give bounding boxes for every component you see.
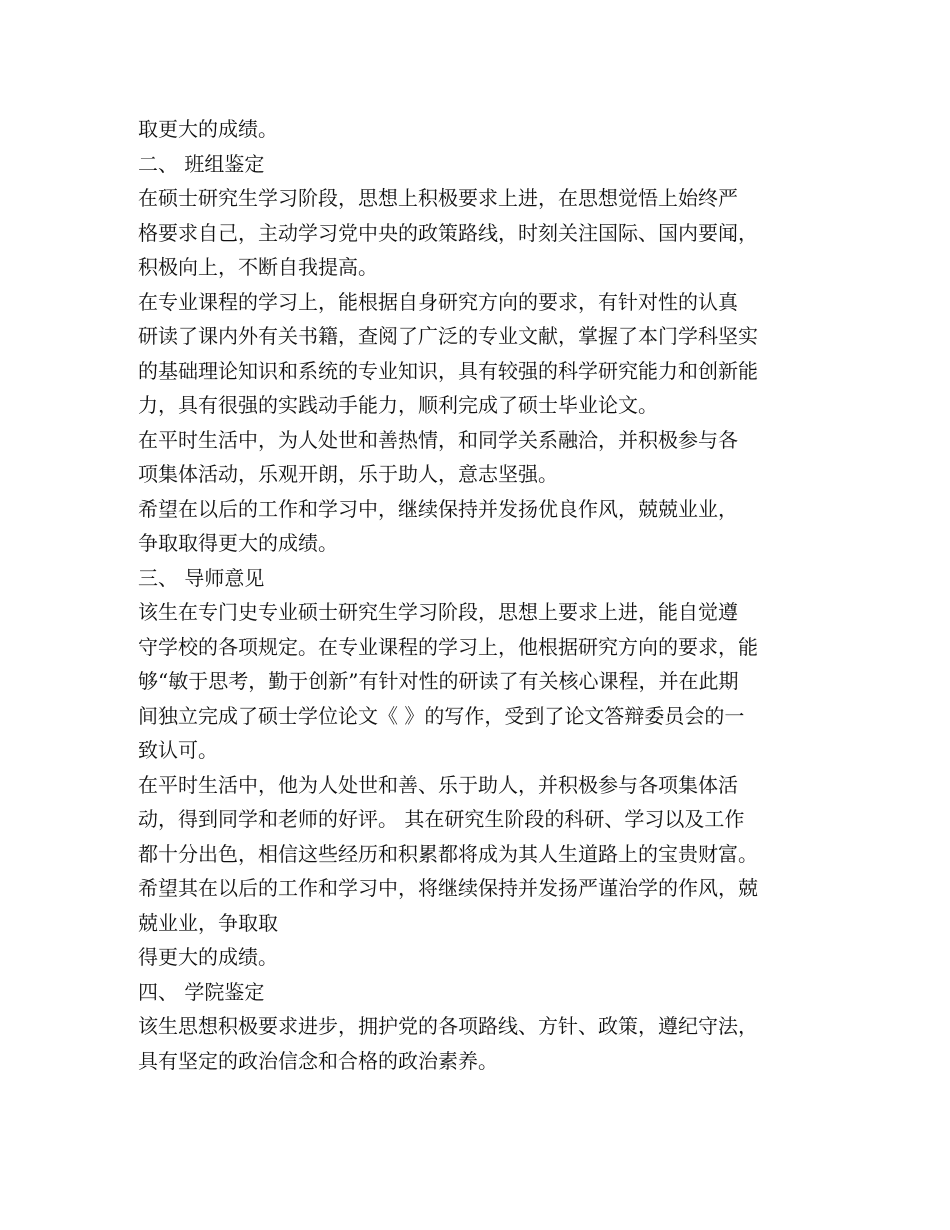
text-line: 守学校的各项规定。在专业课程的学习上，他根据研究方向的要求，能	[138, 634, 758, 659]
section-heading: 三、 导师意见	[138, 565, 265, 590]
text-line: 研读了课内外有关书籍，查阅了广泛的专业文献，掌握了本门学科坚实	[138, 324, 758, 348]
text-line: 希望其在以后的工作和学习中，将继续保持并发扬严谨治学的作风，兢	[138, 876, 758, 900]
text-line: 取更大的成绩。	[138, 117, 278, 141]
text-line: 兢业业，争取取	[138, 910, 278, 935]
section-heading: 二、 班组鉴定	[138, 151, 265, 176]
text-line: 在硕士研究生学习阶段，思想上积极要求上进，在思想觉悟上始终严	[138, 186, 738, 210]
text-line: 该生思想积极要求进步，拥护党的各项路线、方针、政策，遵纪守法，	[138, 1014, 758, 1038]
text-line: 积极向上，不断自我提高。	[138, 255, 378, 279]
text-line: 格要求自己，主动学习党中央的政策路线，时刻关注国际、国内要闻，	[138, 220, 758, 245]
text-line: 都十分出色，相信这些经历和积累都将成为其人生道路上的宝贵财富。	[138, 841, 758, 866]
text-line: 力，具有很强的实践动手能力，顺利完成了硕士毕业论文。	[138, 393, 658, 417]
text-line: 在专业课程的学习上，能根据自身研究方向的要求，有针对性的认真	[138, 289, 738, 314]
text-line: 的基础理论知识和系统的专业知识，具有较强的科学研究能力和创新能	[138, 358, 758, 383]
text-line: 争取取得更大的成绩。	[138, 531, 338, 555]
text-line: 希望在以后的工作和学习中，继续保持并发扬优良作风，兢兢业业，	[138, 496, 738, 521]
text-line: 动，得到同学和老师的好评。 其在研究生阶段的科研、学习以及工作	[138, 807, 745, 831]
section-heading: 四、 学院鉴定	[138, 979, 265, 1004]
text-line: 在平时生活中，为人处世和善热情，和同学关系融洽，并积极参与各	[138, 427, 738, 452]
text-line: 够“敏于思考，勤于创新”有针对性的研读了有关核心课程，并在此期	[138, 669, 739, 693]
text-line: 该生在专门史专业硕士研究生学习阶段，思想上要求上进，能自觉遵	[138, 600, 738, 624]
text-line: 在平时生活中，他为人处世和善、乐于助人，并积极参与各项集体活	[138, 772, 738, 797]
text-line: 致认可。	[138, 738, 218, 762]
text-line: 具有坚定的政治信念和合格的政治素养。	[138, 1048, 498, 1073]
text-line: 间独立完成了硕士学位论文《 》的写作，受到了论文答辩委员会的一	[138, 703, 745, 728]
text-line: 项集体活动，乐观开朗，乐于助人，意志坚强。	[138, 462, 558, 486]
text-line: 得更大的成绩。	[138, 945, 278, 969]
document-body	[138, 112, 828, 1078]
